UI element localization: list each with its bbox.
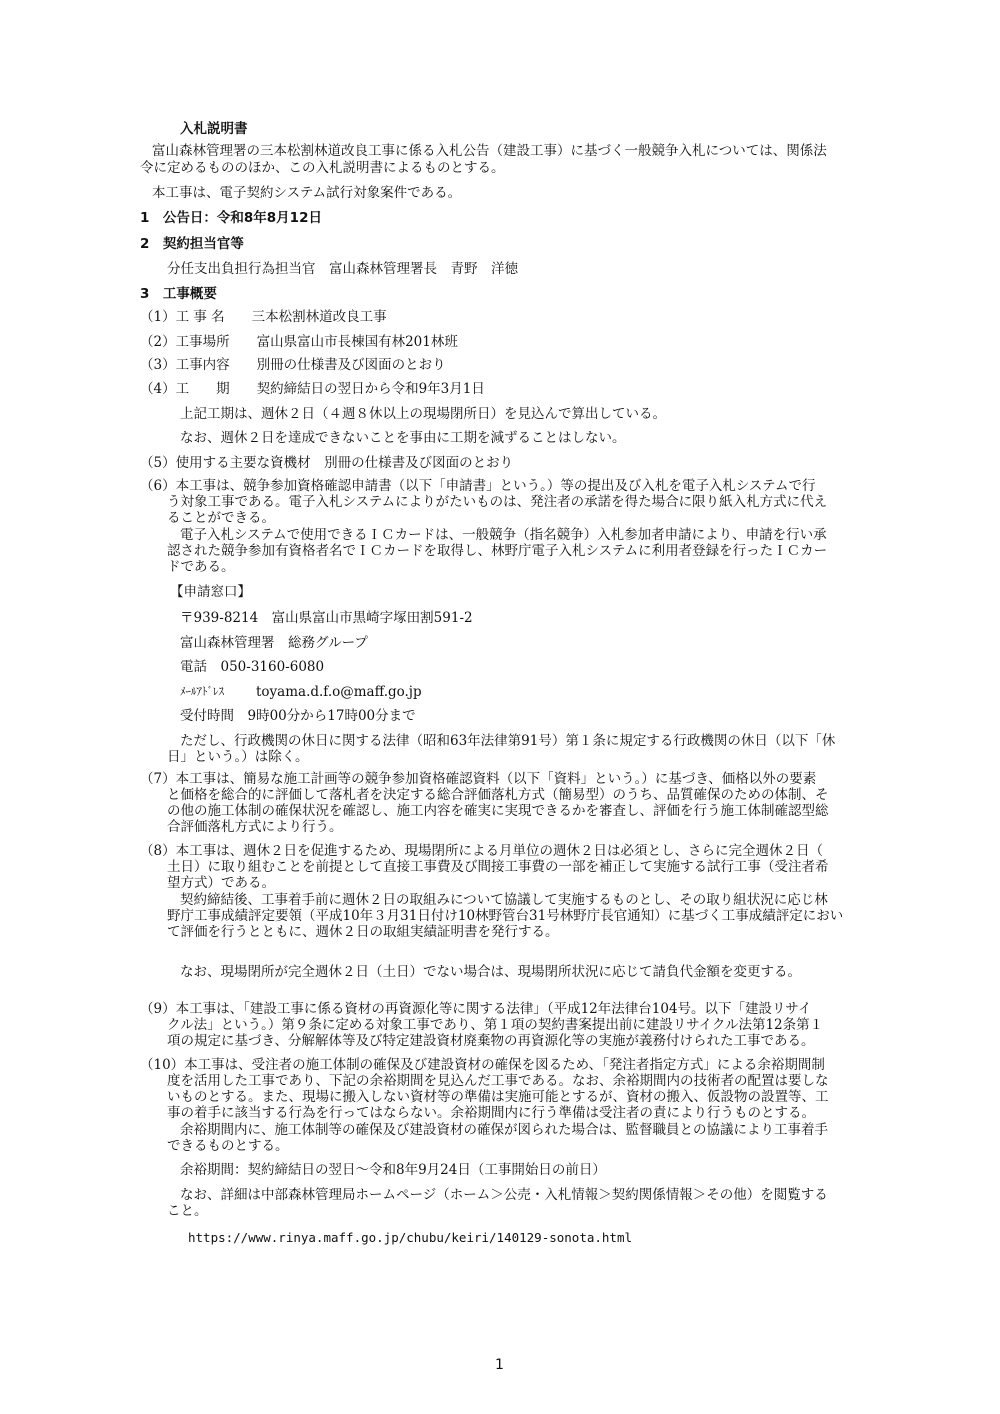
- intro-line-1: 富山森林管理署の三本松割林道改良工事に係る入札公告（建設工事）に基づく一般競争入札については、関係法: [152, 143, 827, 159]
- item-8-line-5: 野庁工事成績評定要領（平成10年３月31日付け10林野管台31号林野庁長官通知）に基づく工事成績評定におい: [167, 908, 844, 924]
- item-8-line-4: 契約締結後、工事着手前に週休２日の取組みについて協議して実施するものとし、その取り組状況に応じ林: [180, 892, 828, 908]
- window-heading: 【申請窓口】: [170, 584, 251, 600]
- item-9-line-3: 項の規定に基づき、分解解体等及び特定建設資材廃棄物の再資源化等の実施が義務付けられた工事である。: [167, 1033, 815, 1049]
- item-6-line-4: 電子入札システムで使用できるＩＣカードは、一般競争（指名競争）入札参加者申請により、申請を行い承: [180, 527, 827, 543]
- window-note-2: 日」という。）は除く。: [167, 749, 309, 765]
- item-10-line-1: （10）本工事は、受注者の施工体制の確保及び建設資材の確保を図るため、「発注者指定方式」による余裕期間制: [140, 1057, 825, 1073]
- item-8-line-6: て評価を行うとともに、週休２日の取組実績証明書を発行する。: [167, 924, 559, 940]
- reference-url-link[interactable]: https://www.rinya.maff.go.jp/chubu/keiri/140129-sonota.html: [188, 1230, 633, 1245]
- item-4-note-a: 上記工期は、週休２日（４週８休以上の現場閉所日）を見込んで算出している。: [180, 406, 666, 422]
- item-6-line-3: ることができる。: [167, 510, 275, 526]
- item-10-line-3: いものとする。また、現場に搬入しない資材等の準備は実施可能とするが、資材の搬入、仮設物の設置等、工: [167, 1089, 829, 1105]
- window-phone: 電話 050-3160-6080: [180, 659, 325, 675]
- intro-line-2: 令に定めるもののほか、この入札説明書によるものとする。: [140, 160, 505, 176]
- item-6-line-1: （6）本工事は、競争参加資格確認申請書（以下「申請書」という。）等の提出及び入札を電子入札システムで行: [140, 478, 816, 494]
- item-8-line-3: 望方式）である。: [167, 875, 275, 891]
- item-6-line-2: う対象工事である。電子入札システムによりがたいものは、発注者の承諾を得た場合に限り紙入札方式に代え: [167, 494, 828, 510]
- item-10-line-5: 余裕期間内に、施工体制等の確保及び建設資材の確保が図られた場合は、監督職員との協議により工事着手: [180, 1122, 828, 1138]
- window-note-1: ただし、行政機関の休日に関する法律（昭和63年法律第91号）第１条に規定する行政機関の休日（以下「休: [180, 733, 836, 749]
- window-mail-label: ﾒｰﾙｱﾄﾞﾚｽ: [180, 685, 224, 698]
- item-7-line-4: 合評価落札方式により行う。: [167, 819, 343, 835]
- item-6-line-5: 認された競争参加有資格者名でＩＣカードを取得し、林野庁電子入札システムに利用者登録を行ったＩＣカー: [167, 543, 828, 559]
- page-number: 1: [495, 1357, 504, 1373]
- section-1-heading: 1 公告日：令和8年8月12日: [140, 210, 322, 226]
- item-10-line-7: 余裕期間：契約締結日の翌日～令和8年9月24日（工事開始日の前日）: [180, 1162, 606, 1178]
- item-10-line-2: 度を活用した工事であり、下記の余裕期間を見込んだ工事である。なお、余裕期間内の技術者の配置は要しな: [167, 1073, 829, 1089]
- item-6-line-6: ドである。: [167, 559, 235, 575]
- document-title: 入札説明書: [180, 121, 248, 137]
- item-9-line-1: （9）本工事は、「建設工事に係る資材の再資源化等に関する法律」（平成12年法律台104号。以下「建設リサイ: [140, 1001, 812, 1017]
- contract-officer: 分任支出負担行為担当官 富山森林管理署長 青野 洋徳: [167, 261, 518, 277]
- item-8-line-7: なお、現場閉所が完全週休２日（土日）でない場合は、現場閉所状況に応じて請負代金額を変更する。: [180, 964, 801, 980]
- item-10-line-9: こと。: [167, 1203, 208, 1219]
- window-hours: 受付時間 9時00分から17時00分まで: [180, 708, 416, 724]
- section-3-heading: 3 工事概要: [140, 286, 217, 302]
- item-4-period: （4）工 期 契約締結日の翌日から令和9年3月1日: [140, 381, 485, 397]
- window-address: 〒939-8214 富山県富山市黒崎字塚田割591-2: [180, 610, 473, 626]
- item-9-line-2: クル法」という。）第９条に定める対象工事であり、第１項の契約書案提出前に建設リサイクル法第12条第１: [167, 1017, 824, 1033]
- item-7-line-1: （7）本工事は、簡易な施工計画等の競争参加資格確認資料（以下「資料」という。）に基づき、価格以外の要素: [140, 771, 817, 787]
- item-5-materials: （5）使用する主要な資機材 別冊の仕様書及び図面のとおり: [140, 455, 514, 471]
- item-7-line-3: の他の施工体制の確保状況を確認し、施工内容を確実に実現できるかを審査し、評価を行う施工体制確認型総: [167, 803, 829, 819]
- window-office: 富山森林管理署 総務グループ: [180, 635, 368, 651]
- item-10-line-4: 事の着手に該当する行為を行ってはならない。余裕期間内に行う準備は受注者の責により行うものとする。: [167, 1105, 815, 1121]
- item-1-work-name: （1）工 事 名 三本松割林道改良工事: [140, 309, 387, 325]
- item-2-location: （2）工事場所 富山県富山市長棟国有林201林班: [140, 334, 458, 350]
- item-10-line-8: なお、詳細は中部森林管理局ホームページ（ホーム＞公売・入札情報＞契約関係情報＞その他）を閲覧する: [180, 1187, 828, 1203]
- section-2-heading: 2 契約担当官等: [140, 236, 244, 252]
- item-7-line-2: と価格を総合的に評価して落札者を決定する総合評価落札方式（簡易型）のうち、品質確保のための体制、そ: [167, 787, 829, 803]
- item-8-line-2: 土日）に取り組むことを前提として直接工事費及び間接工事費の一部を補正して実施する試行工事（受注者希: [167, 859, 829, 875]
- notice-text: 本工事は、電子契約システム試行対象案件である。: [152, 185, 462, 201]
- item-10-line-6: できるものとする。: [167, 1138, 289, 1154]
- window-mail-address[interactable]: toyama.d.f.o@maff.go.jp: [256, 684, 422, 700]
- item-3-content: （3）工事内容 別冊の仕様書及び図面のとおり: [140, 357, 446, 373]
- item-4-note-b: なお、週休２日を達成できないことを事由に工期を減ずることはしない。: [180, 430, 626, 446]
- item-8-line-1: （8）本工事は、週休２日を促進するため、現場閉所による月単位の週休２日は必須とし、さらに完全週休２日（: [140, 843, 824, 859]
